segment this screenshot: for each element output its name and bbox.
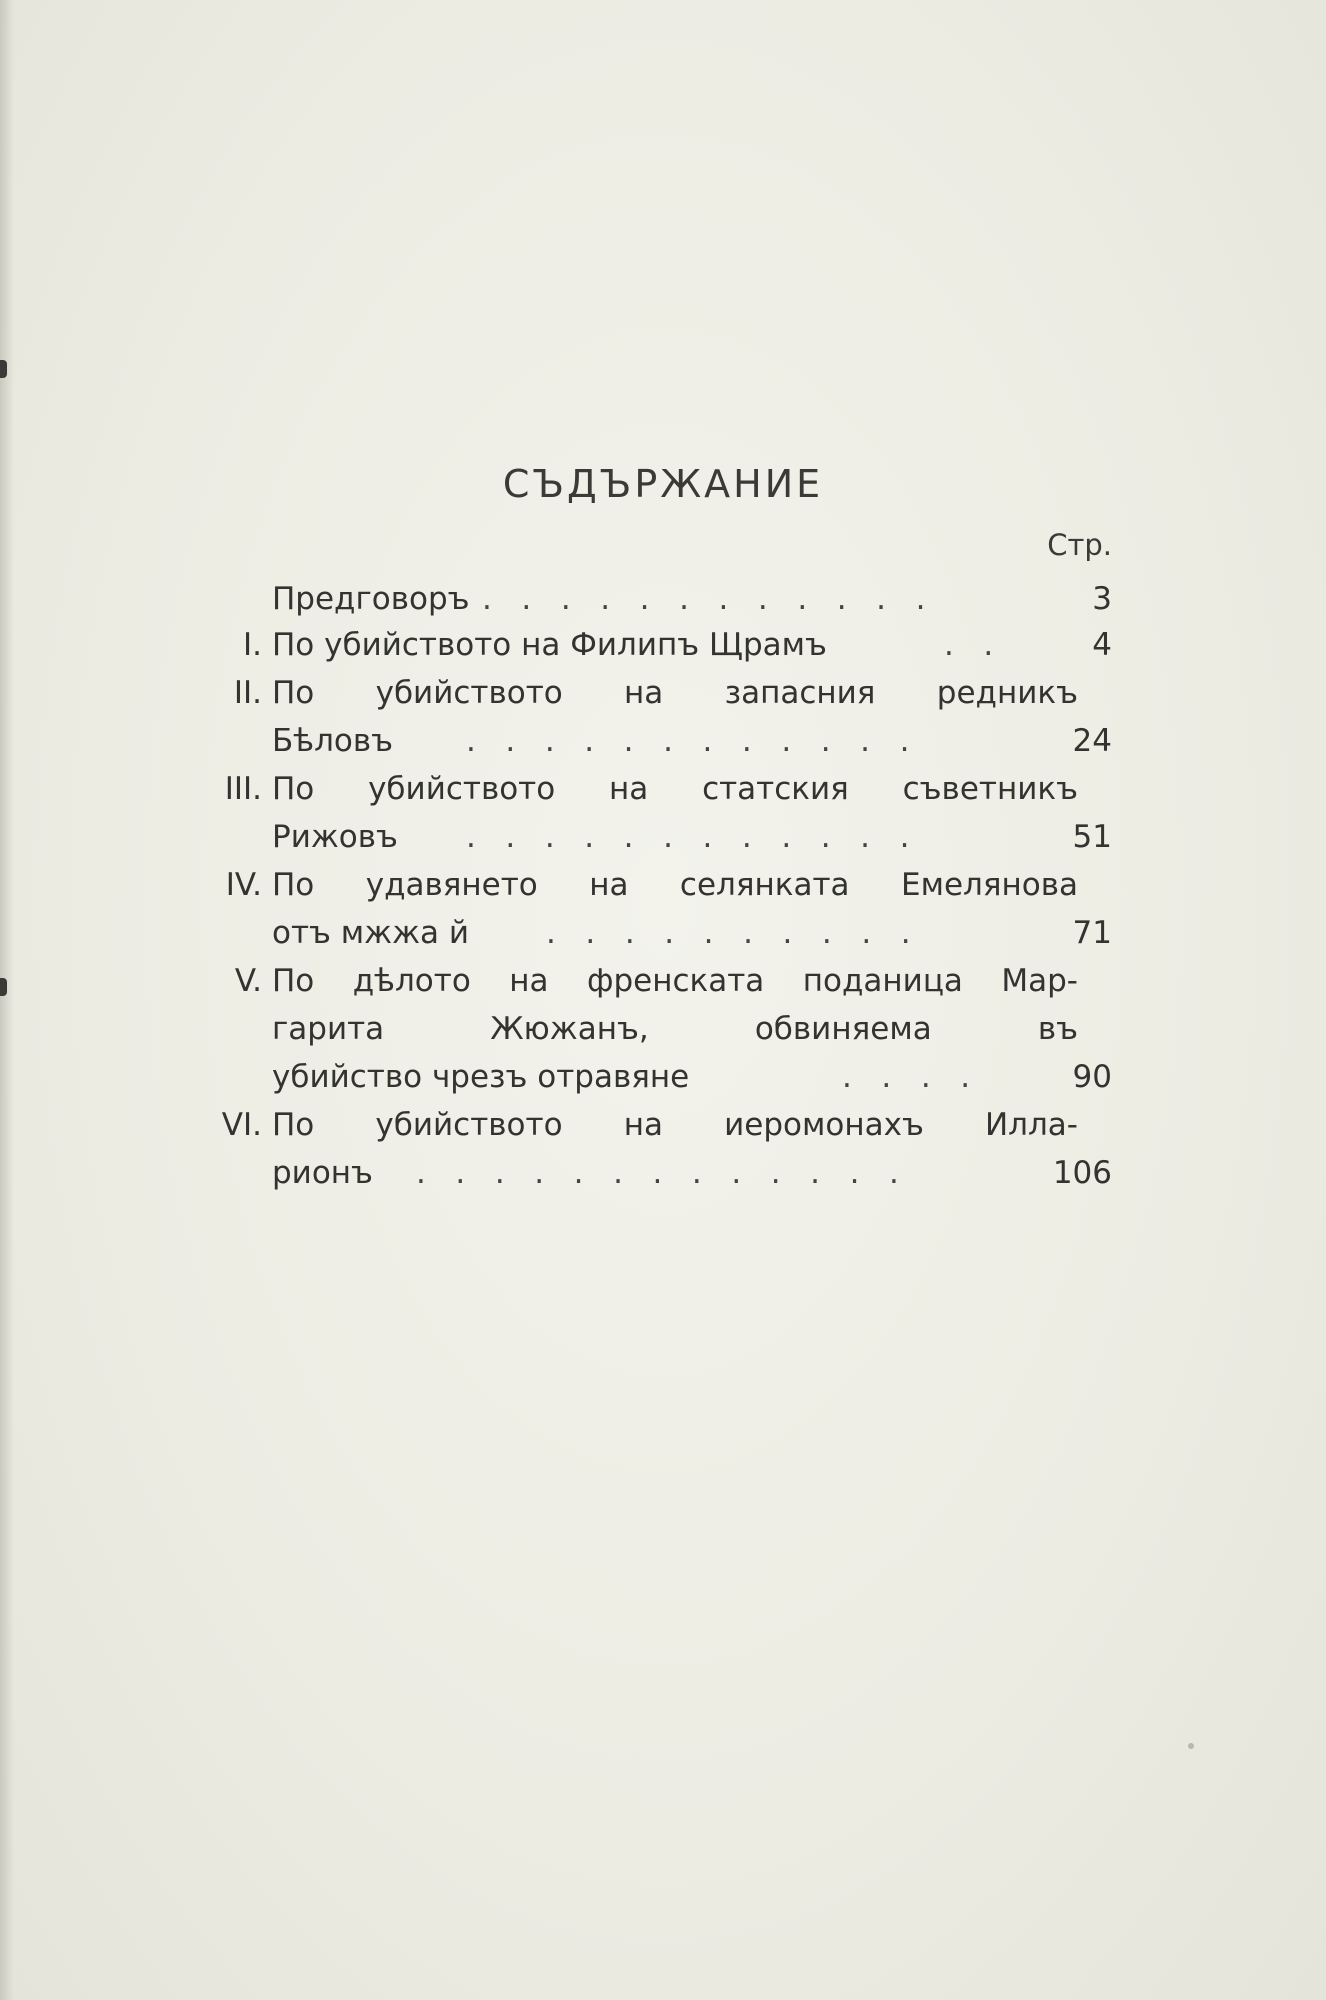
entry-number: III.	[224, 771, 262, 807]
entry-number: V.	[234, 963, 262, 999]
entry-title: По убийството на статския съветникъ	[272, 771, 1078, 807]
leader-dots: . . . . . . . . . . . .	[466, 723, 910, 759]
entry-title: По удавянето на селянката Емелянова	[272, 867, 1078, 903]
leader-dots: . . . . . . . . . . . .	[466, 819, 910, 855]
entry-page-number: 90	[1072, 1059, 1112, 1095]
toc-entry-3-continued	[180, 814, 1112, 860]
toc-entry-1	[180, 622, 1112, 668]
leader-dots: . . . . . . . . . . . .	[482, 581, 926, 617]
entry-title: По убийството на иеромонахъ Илла-	[272, 1107, 1078, 1143]
entry-title-continued: рионъ	[272, 1155, 373, 1191]
leader-dots: . . . . . . . . . . . . .	[416, 1155, 899, 1191]
toc-entry-2-continued	[180, 718, 1112, 764]
page-edge-shadow	[0, 0, 14, 2000]
entry-title-continued: Рижовъ	[272, 819, 398, 855]
entry-page-number: 71	[1072, 915, 1112, 951]
toc-entry-foreword	[180, 576, 1112, 622]
toc-entry-6-continued	[180, 1150, 1112, 1196]
entry-title: По убийството на запасния редникъ	[272, 675, 1078, 711]
entry-title-continued: убийство чрезъ отравяне	[272, 1059, 690, 1095]
entry-number: II.	[233, 675, 262, 711]
contents-title: СЪДЪРЖАНИЕ	[502, 462, 824, 506]
entry-title-continued: отъ мжжа й	[272, 915, 470, 951]
binding-mark	[0, 978, 7, 996]
entry-title: По убийството на Филипъ Щрамъ	[272, 627, 827, 663]
binding-mark	[0, 360, 7, 378]
entry-title: Предговоръ	[272, 581, 470, 617]
entry-title-continued: Бѣловъ	[272, 723, 394, 759]
toc-entry-2	[180, 670, 1112, 716]
toc-entry-3	[180, 766, 1112, 812]
toc-entry-5	[180, 958, 1112, 1004]
entry-page-number: 4	[1092, 627, 1112, 663]
entry-page-number: 106	[1052, 1155, 1112, 1191]
toc-entry-5-continued	[180, 1006, 1112, 1052]
toc-entry-6	[180, 1102, 1112, 1148]
entry-number: IV.	[225, 867, 262, 903]
toc-entry-4-continued	[180, 910, 1112, 956]
entry-page-number: 24	[1072, 723, 1112, 759]
paper-speck	[1188, 1743, 1194, 1749]
entry-page-number: 51	[1072, 819, 1112, 855]
entry-title-continued: гарита Жюжанъ, обвиняема въ	[272, 1011, 1078, 1047]
entry-title: По дѣлото на френската поданица Мар-	[272, 963, 1078, 999]
entry-number: VI.	[221, 1107, 262, 1143]
page-column-label: Стр.	[1047, 528, 1112, 562]
entry-page-number: 3	[1092, 581, 1112, 617]
leader-dots: . . . . . . . . . .	[546, 915, 911, 951]
entry-number: I.	[243, 627, 262, 663]
toc-entry-5-continued	[180, 1054, 1112, 1100]
leader-dots: . .	[944, 627, 994, 663]
leader-dots: . . . .	[842, 1059, 971, 1095]
toc-entry-4	[180, 862, 1112, 908]
